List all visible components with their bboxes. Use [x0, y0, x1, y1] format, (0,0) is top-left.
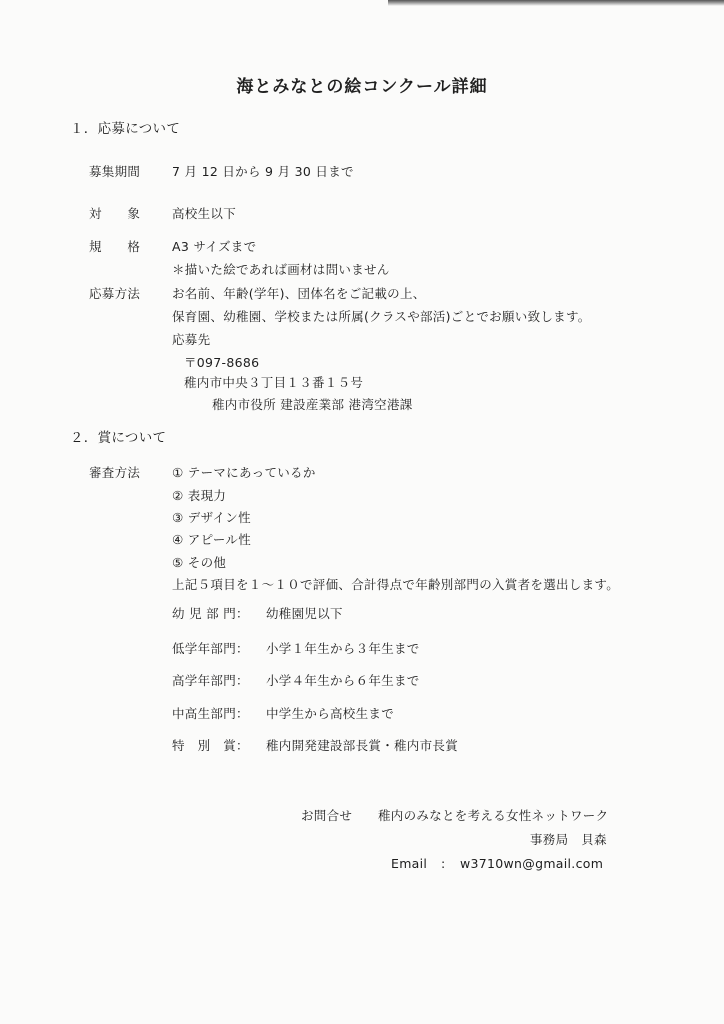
division-name: 低学年部門： — [172, 641, 249, 656]
label-judging: 審査方法 — [89, 465, 141, 480]
email-address[interactable]: w3710wn@gmail.com — [460, 856, 604, 871]
value-address: 稚内市中央３丁目１３番１５号 — [184, 375, 364, 390]
criterion-item: ⑤ その他 — [172, 555, 227, 570]
criterion-item: ④ アピール性 — [172, 532, 252, 547]
value-format: A3 サイズまで — [172, 239, 257, 254]
label-target: 対 象 — [89, 206, 141, 221]
value-postal-code: 〒097-8686 — [184, 355, 260, 370]
contact-org: 稚内のみなとを考える女性ネットワーク — [378, 808, 609, 823]
division-desc: 幼稚園児以下 — [266, 606, 343, 621]
contact-label: お問合せ — [301, 808, 353, 823]
contact-office: 事務局 貝森 — [530, 832, 607, 847]
division-name: 幼 児 部 門： — [172, 606, 249, 621]
value-destination-label: 応募先 — [172, 332, 211, 347]
division-desc: 中学生から高校生まで — [266, 706, 395, 721]
division-name: 中高生部門： — [172, 706, 249, 721]
document-title: 海とみなとの絵コンクール詳細 — [236, 77, 488, 97]
value-department: 稚内市役所 建設産業部 港湾空港課 — [212, 397, 413, 412]
criterion-item: ② 表現力 — [172, 488, 227, 503]
division-desc: 稚内開発建設部長賞・稚内市長賞 — [266, 738, 459, 753]
judging-note: 上記５項目を１～１０で評価、合計得点で年齢別部門の入賞者を選出します。 — [172, 577, 620, 592]
email-separator: : — [441, 856, 446, 871]
section1-heading: １．応募について — [70, 121, 181, 137]
value-format-note: ＊描いた絵であれば画材は問いません — [172, 262, 390, 277]
email-label: Email — [391, 856, 428, 871]
scan-shadow — [388, 0, 724, 6]
value-method-line1: お名前、年齢(学年)、団体名をご記載の上、 — [172, 286, 426, 301]
value-method-line2: 保育園、幼稚園、学校または所属(クラスや部活)ごとでお願い致します。 — [172, 309, 591, 324]
label-period: 募集期間 — [89, 164, 141, 179]
division-name: 特 別 賞： — [172, 738, 249, 753]
value-target: 高校生以下 — [172, 206, 237, 221]
section2-heading: ２．賞について — [70, 430, 167, 446]
criterion-item: ① テーマにあっているか — [172, 465, 316, 480]
division-desc: 小学１年生から３年生まで — [266, 641, 420, 656]
division-name: 高学年部門： — [172, 673, 249, 688]
label-format: 規 格 — [89, 239, 141, 254]
division-desc: 小学４年生から６年生まで — [266, 673, 420, 688]
label-method: 応募方法 — [89, 286, 141, 301]
criterion-item: ③ デザイン性 — [172, 510, 251, 525]
value-period: 7 月 12 日から 9 月 30 日まで — [172, 164, 354, 179]
